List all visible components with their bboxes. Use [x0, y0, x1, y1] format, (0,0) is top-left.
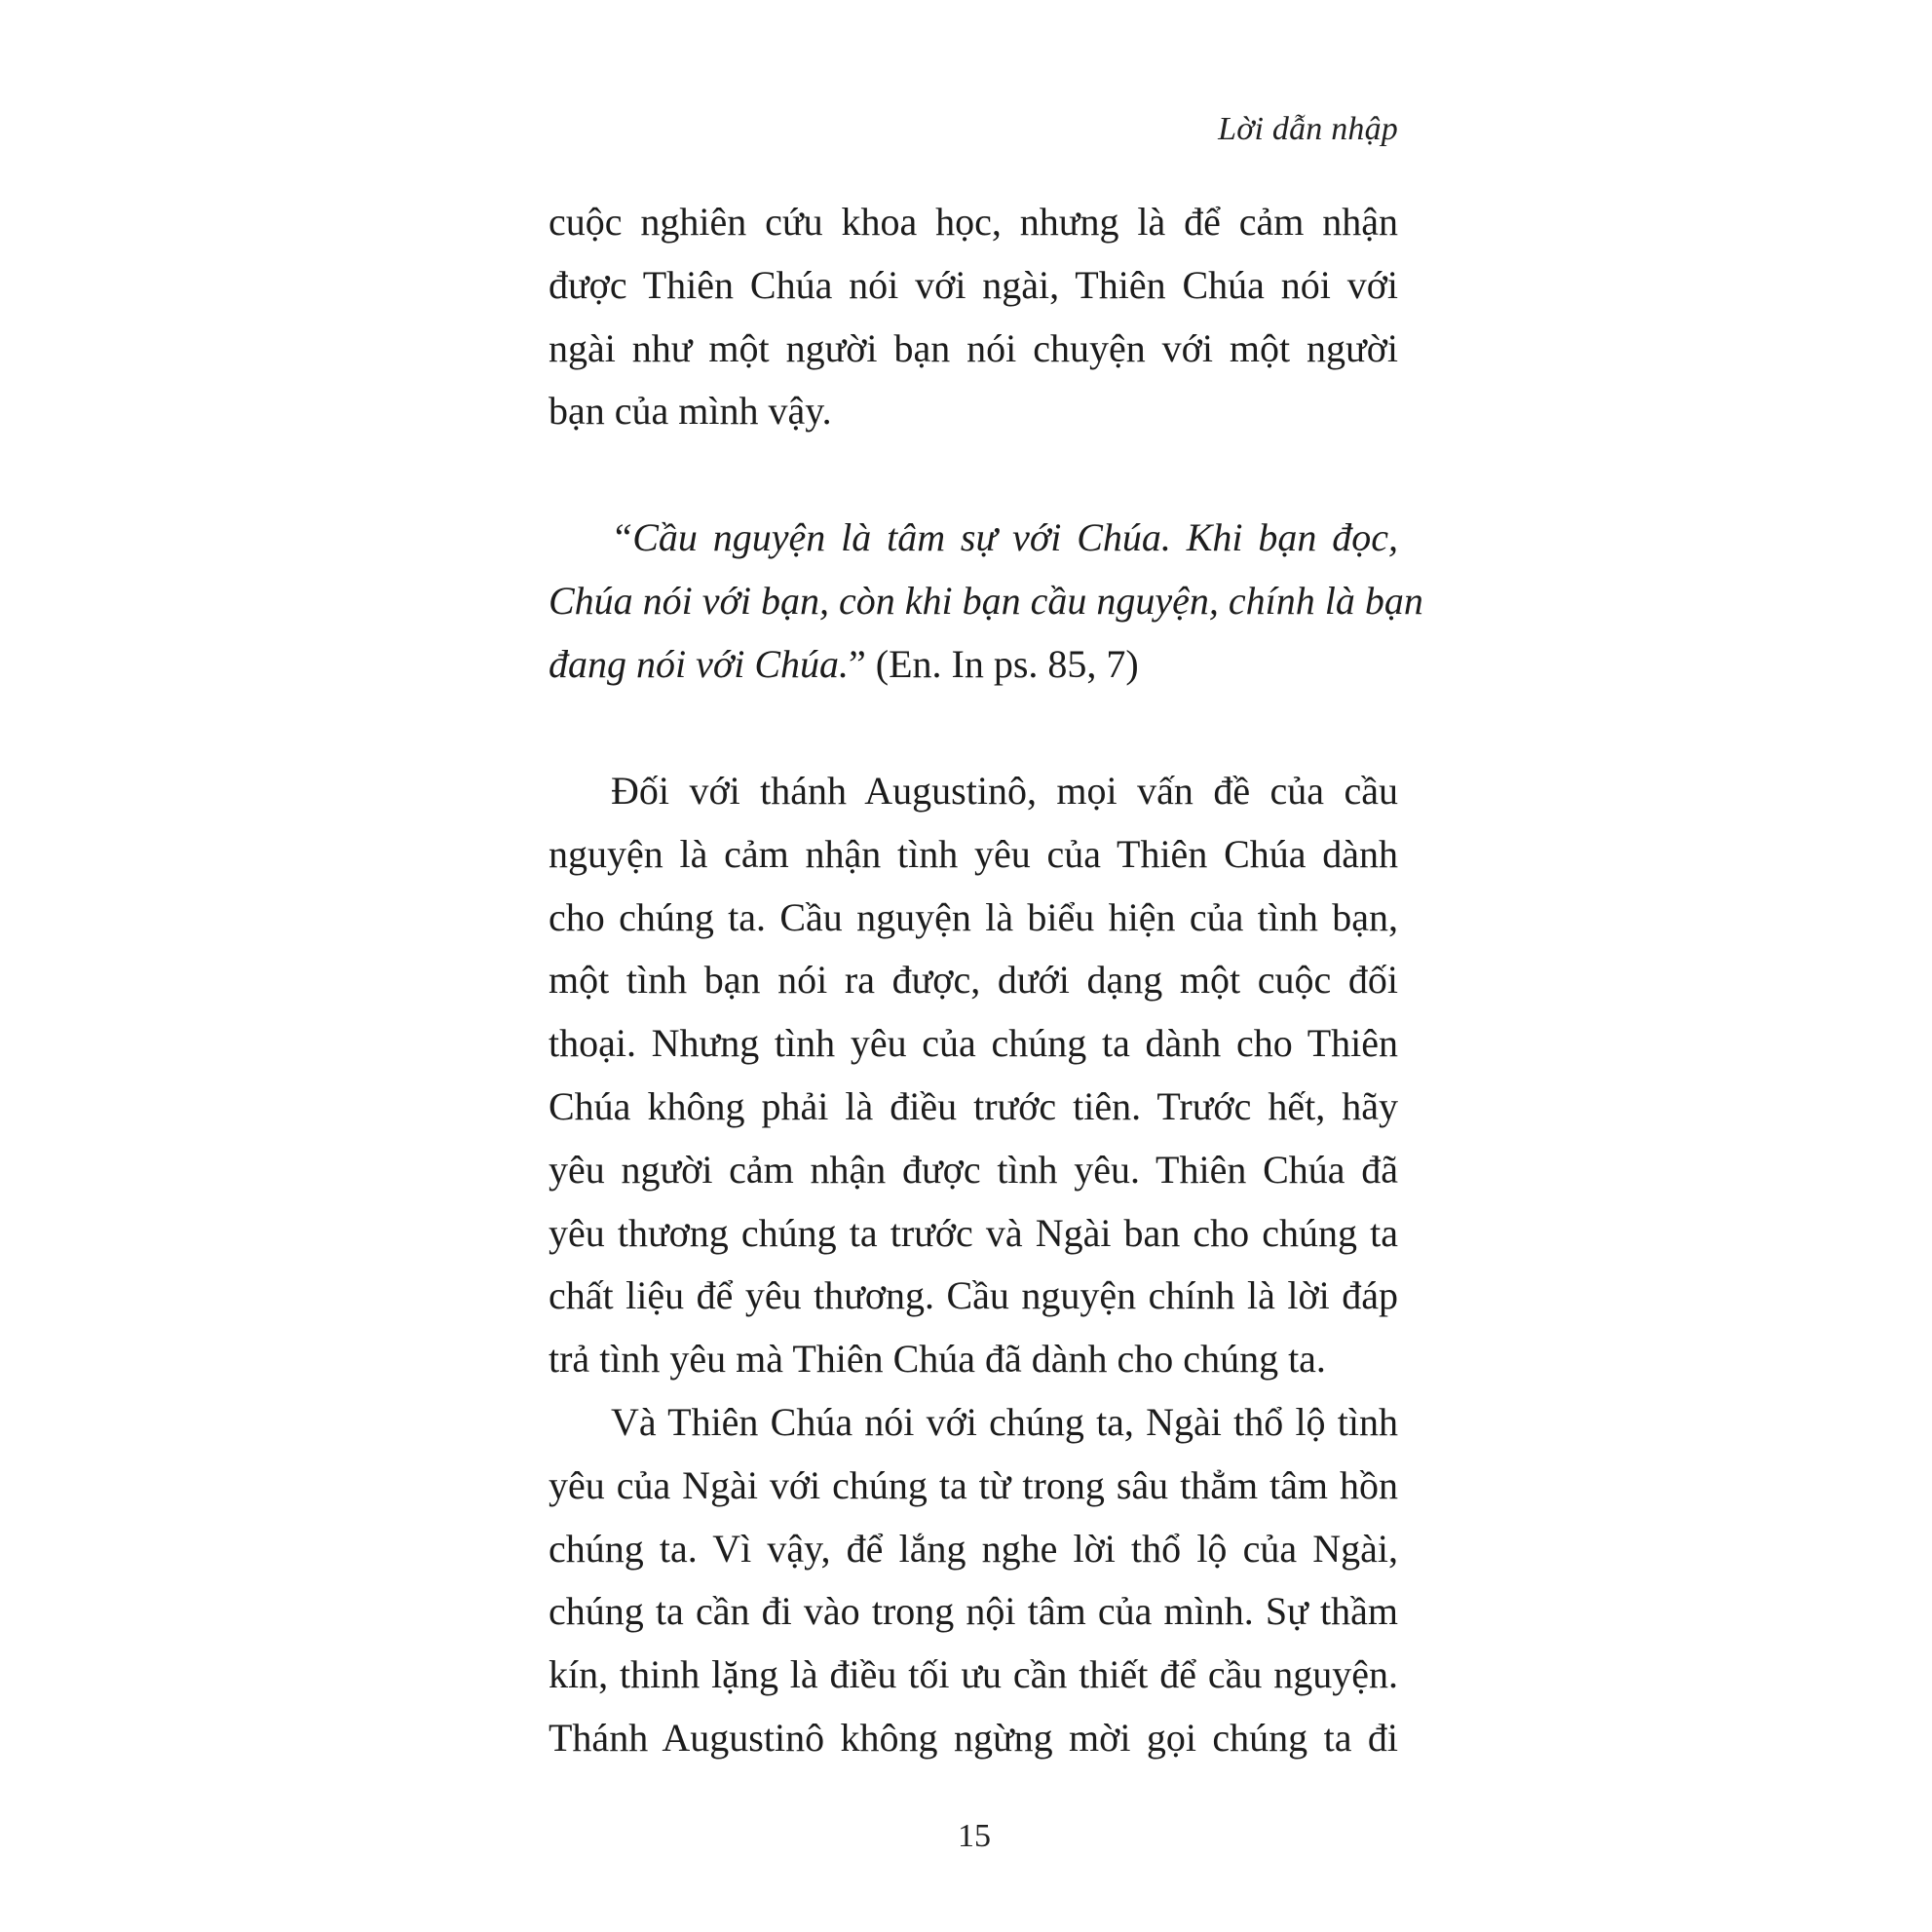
text-line: yêu thương chúng ta trước và Ngài ban cho chúng ta — [549, 1210, 1398, 1255]
text-line: kín, thinh lặng là điều tối ưu cần thiết để cầu nguyện. — [549, 1652, 1398, 1697]
text-line: cho chúng ta. Cầu nguyện là biểu hiện của tình bạn, — [549, 894, 1398, 939]
text-line: ngài như một người bạn nói chuyện với một người — [549, 325, 1398, 370]
text-line: cuộc nghiên cứu khoa học, nhưng là để cảm nhận — [549, 200, 1398, 244]
page-number: 15 — [958, 1818, 991, 1854]
quote-line-with-citation — [549, 633, 1398, 697]
text-line: Đối với thánh Augustinô, mọi vấn đề của cầu — [611, 769, 1398, 813]
text-line: chúng ta. Vì vậy, để lắng nghe lời thổ lộ của Ngài, — [549, 1526, 1398, 1571]
text-line: Thánh Augustinô không ngừng mời gọi chúng ta đi — [549, 1715, 1398, 1760]
quote-citation: ” (En. In ps. 85, 7) — [849, 641, 1139, 686]
quote-text: đang nói với Chúa. — [549, 641, 850, 686]
text-line: yêu của Ngài với chúng ta từ trong sâu thẳm tâm hồn — [549, 1462, 1398, 1507]
text-line: trả tình yêu mà Thiên Chúa đã dành cho chúng ta. — [549, 1337, 1326, 1382]
text-line: bạn của mình vậy. — [549, 389, 832, 434]
text-line: Và Thiên Chúa nói với chúng ta, Ngài thổ lộ tình — [611, 1399, 1398, 1444]
text-line: chúng ta cần đi vào trong nội tâm của mình. Sự thầm — [549, 1589, 1398, 1634]
running-header: Lời dẫn nhập — [1218, 111, 1398, 147]
text-line: thoại. Nhưng tình yêu của chúng ta dành cho Thiên — [549, 1021, 1398, 1066]
quote-line: “Cầu nguyện là tâm sự với Chúa. Khi bạn đọc, — [611, 515, 1398, 559]
paragraph-continued — [549, 191, 1398, 443]
text-line: được Thiên Chúa nói với ngài, Thiên Chúa nói với — [549, 262, 1398, 307]
block-quote — [549, 507, 1423, 696]
quote-line: Chúa nói với bạn, còn khi bạn cầu nguyện, chính là bạn — [549, 578, 1423, 623]
text-line: Chúa không phải là điều trước tiên. Trước hết, hãy — [549, 1083, 1398, 1128]
text-line: yêu người cảm nhận được tình yêu. Thiên Chúa đã — [549, 1147, 1398, 1192]
text-line: nguyện là cảm nhận tình yêu của Thiên Chúa dành — [549, 831, 1398, 876]
body-text — [549, 760, 1398, 1770]
text-line: chất liệu để yêu thương. Cầu nguyện chính là lời đáp — [549, 1273, 1398, 1318]
text-line: một tình bạn nói ra được, dưới dạng một cuộc đối — [549, 958, 1398, 1003]
